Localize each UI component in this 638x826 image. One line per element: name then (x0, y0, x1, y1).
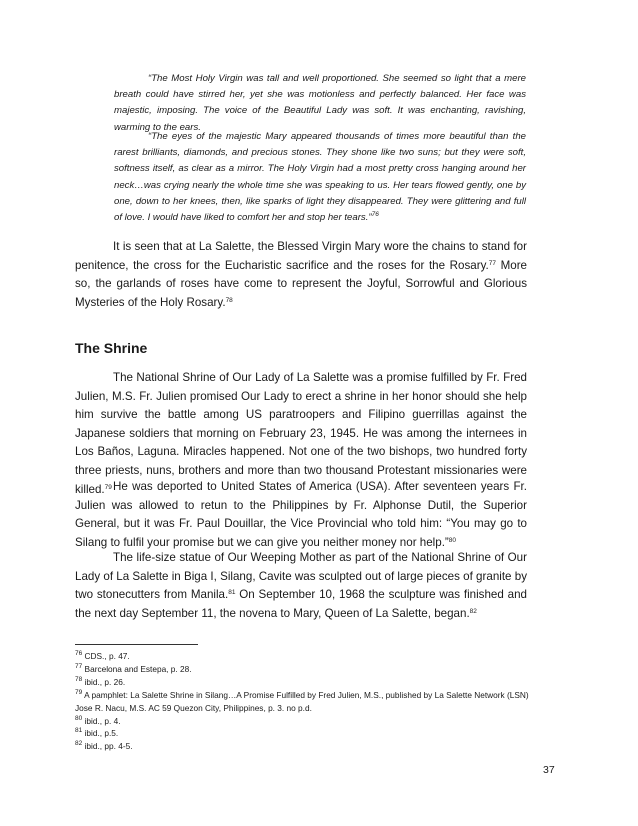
footnote (75, 689, 535, 715)
footnote (75, 727, 535, 740)
body-paragraph-3 (75, 478, 527, 552)
paragraph-text: On September 10, 1968 the sculpture was finished and the next day September 11, the novena to Mary, Queen of La Salette, began. (75, 588, 527, 620)
page-number: 37 (543, 764, 555, 776)
footnote-number: 79 (75, 688, 83, 696)
footnote-text: ibid., p.5. (82, 728, 119, 739)
footnote-ref: 79 (104, 483, 112, 491)
block-quote-1 (114, 71, 526, 136)
paragraph-text: More so, the garlands of roses have come to represent the Joyful, Sorrowful and Glorious Mysteries of the Holy Rosary. (75, 258, 527, 309)
footnote-text: ibid., p. 4. (82, 715, 121, 726)
footnote (75, 663, 535, 676)
section-heading: The Shrine (75, 340, 148, 356)
footnote-ref: 80 (448, 536, 457, 544)
footnote-text: Barcelona and Estepa, p. 28. (82, 663, 192, 674)
footnote (75, 650, 535, 663)
footnote-ref: 76 (371, 211, 379, 219)
footnote-ref: 82 (469, 607, 477, 615)
footnote-text: CDS., p. 47. (82, 651, 130, 661)
paragraph-text: He was deported to United States of America (USA). After seventeen years Fr. Julien was allowed to retun to the Philippines by Fr. Alphonse Dutil, the Superior General, but it was Fr. Paul Douillar, the Vice Provincial who told him: “You may go to Silang to fulfil your promise but we can give you neither money nor help.” (75, 480, 527, 549)
footnote-number: 77 (75, 662, 83, 670)
footnote-number: 80 (75, 714, 83, 722)
footnote-ref: 81 (228, 589, 236, 597)
body-paragraph-1 (75, 238, 527, 312)
quote-paragraph-2-text: “The eyes of the majestic Mary appeared thousands of times more beautiful than the rarest brilliants, diamonds, and precious stones. They shone like two suns; but they were soft, softness itself, as clear as a mirror. The Holy Virgin had a most pretty cross hanging around her neck…was crying nearly the whole time she was speaking to us. Her tears flowed gently, one by one, down to her knees, then, like sparks of light they disappeared. They were glittering and full of love. I would have liked to comfort her and stop her tears.” (114, 131, 526, 224)
footnote (75, 676, 535, 689)
paragraph-text: The life-size statue of Our Weeping Mother as part of the National Shrine of Our Lady of La Salette in Biga I, Silang, Cavite was sculpted out of large pieces of granite by two stonecutters from Manila. (75, 551, 527, 602)
footnote-divider (75, 644, 198, 645)
footnotes (75, 650, 535, 753)
footnote-text: ibid., pp. 4-5. (82, 741, 133, 752)
footnote-text: ibid., p. 26. (82, 676, 126, 687)
block-quote-2 (114, 129, 526, 226)
paragraph-text: The National Shrine of Our Lady of La Salette was a promise fulfilled by Fr. Fred Julien, M.S. Fr. Julien promised Our Lady to erect a shrine in her honor should she help him survive the battle among US paratroopers and Filipino guerrillas against the Japanese soldiers that morning on February 23, 1945. He was among the internees in Los Baños, Laguna. Miracles happened. Not one of the two bishops, two hundred forty three priests, nuns, brothers and more than two thousand Protestant missionaries were killed. (75, 371, 527, 496)
paragraph-text: It is seen that at La Salette, the Blessed Virgin Mary wore the chains to stand for penitence, the cross for the Eucharistic sacrifice and the roses for the Rosary. (75, 240, 527, 272)
footnote-text: A pamphlet: La Salette Shrine in Silang…A Promise Fulfilled by Fred Julien, M.S., published by La Salette Network (LSN) Jose R. Nacu, M.S. AC 59 Quezon City, Philippines, p. 3. no p.d. (75, 689, 529, 713)
footnote-ref: 77 (488, 259, 496, 267)
body-paragraph-4 (75, 549, 527, 623)
footnote-number: 76 (75, 650, 83, 657)
footnote (75, 715, 535, 728)
quote-paragraph-1: “The Most Holy Virgin was tall and well proportioned. She seemed so light that a mere breath could have stirred her, yet she was motionless and perfectly balanced. Her face was majestic, imposing. The voice of the Beautiful Lady was soft. It was enchanting, ravishing, warming to the ears. (114, 73, 526, 133)
footnote-ref: 78 (225, 296, 233, 304)
footnote (75, 740, 535, 753)
footnote-number: 82 (75, 740, 83, 748)
footnote-number: 78 (75, 675, 83, 683)
footnote-number: 81 (75, 727, 83, 735)
quote-paragraph-2 (114, 129, 526, 226)
